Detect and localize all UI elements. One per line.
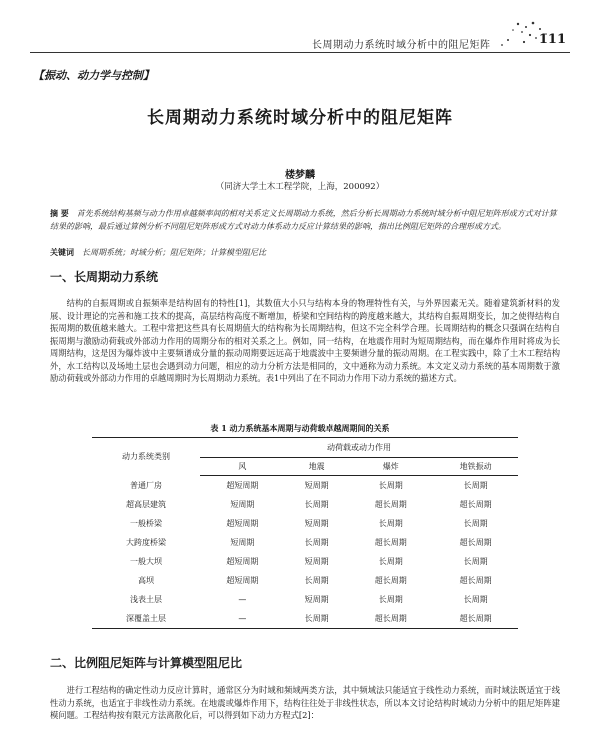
abstract-label: 摘 要: [50, 208, 69, 218]
table-row-header-label: 动力系统类别: [92, 438, 200, 476]
table-row-label: 一般桥梁: [130, 519, 162, 528]
table-cell: —: [238, 595, 247, 604]
table-row-label: 高坝: [138, 576, 154, 585]
table-caption: 表 1 动力系统基本周期与动荷载卓越周期间的关系: [210, 423, 390, 433]
table-cell: 超长周期: [433, 609, 518, 629]
table-cell: 超短周期: [226, 557, 259, 566]
author: 楼梦麟: [285, 170, 315, 181]
table-column-header: 风: [200, 458, 285, 476]
table-cell: 超长周期: [459, 500, 492, 509]
body-paragraph-1: 结构的自振周期或自振频率是结构固有的特性[1]，其数值大小只与结构本身的物理特性有关，与外界因素无关。随着建筑新材料的发展、设计理论的完善和施工技术的提高，高层结构高度不断增加，桥梁和空间结构的跨度越来越大，其结构自振周期变长，加之使得结构自振周期的数值越来越大。工程中常把这些具有长周期值大的结构称为长周期结构，但这不完全科学合理。长周期结构的概念只强调在结构自振周期与激励动荷载或外部动力作用的周期分布的相对关系之上。例如，同一结构，在地震作用时为短周期结构，而在爆炸作用时将成为长周期结构，这是因为爆炸波中主要频谱成分量的振动周期要远远高于地震波中主要频谱分量的振动周期。在工程实践中，除了土木工程结构外，水工结构以及场地土层也会遇到动力问题，相应的动力分析方法是相同的，文中通称为动力系统。本文定义动力系统的基本周期数于激励动荷载或外部动力作用的卓越周期时为长周期动力系统。表1中列出了在不同动力作用下动力系统的描述方式。: [50, 298, 560, 383]
section-heading-2: 二、比例阻尼矩阵与计算模型阻尼比: [50, 656, 243, 670]
table-cell: 长周期: [285, 609, 349, 629]
page-number: 111: [538, 32, 566, 47]
table-column-header: 地铁振动: [433, 458, 518, 476]
header-rule: [30, 52, 570, 53]
table-cell: 超长周期: [348, 609, 433, 629]
period-relation-table: [92, 437, 518, 629]
table-row: [92, 495, 518, 514]
column-label: 【振动、动力学与控制】: [33, 69, 154, 82]
affiliation: （同济大学土木工程学院，上海，200092）: [215, 182, 385, 192]
table-cell: 长周期: [304, 538, 329, 547]
table-cell: 长周期: [463, 481, 488, 490]
table-cell: 长周期: [463, 519, 488, 528]
table-cell: 超长周期: [374, 576, 407, 585]
table-cell: 超短周期: [226, 481, 259, 490]
table-cell: —: [200, 609, 285, 629]
table-group-header: 动荷载或动力作用: [200, 438, 518, 458]
keywords-label: 关键词: [50, 247, 74, 257]
table-cell: 超长周期: [459, 538, 492, 547]
table-row: [92, 609, 518, 629]
table-cell: 长周期: [304, 576, 329, 585]
table-row: [92, 552, 518, 571]
table-cell: 长周期: [378, 557, 403, 566]
table-cell: 超长周期: [374, 538, 407, 547]
table-cell: 长周期: [378, 595, 403, 604]
table-row-label: 大跨度桥梁: [126, 538, 166, 547]
table-cell: 短周期: [304, 557, 329, 566]
abstract-text: 首先系统结构基频与动力作用卓越频率间的相对关系定义长周期动力系统，然后分析长周期动力系统时域分析中阻尼矩阵形成方式对计算结果的影响，最后通过算例分析不同阻尼矩阵形成方式对动力体系动力反应计算结果的影响，指出比例阻尼矩阵的合理形成方式。: [50, 209, 557, 231]
table-cell: 长周期: [304, 500, 329, 509]
table-row-label: 深覆盖土层: [92, 609, 200, 629]
table-cell: 长周期: [463, 557, 488, 566]
table-row-label: 普通厂房: [130, 480, 162, 490]
table-column-header: 爆炸: [348, 458, 433, 476]
table-cell: 超短周期: [226, 576, 259, 585]
table-cell: 超长周期: [459, 576, 492, 585]
table-cell: 短周期: [230, 538, 255, 547]
table-cell: 短周期: [304, 595, 329, 604]
table-cell: 短周期: [230, 500, 255, 509]
table-row: [92, 590, 518, 609]
paper-title: 长周期动力系统时域分析中的阻尼矩阵: [147, 108, 453, 128]
table-row: [92, 514, 518, 533]
body-paragraph-2: 进行工程结构的确定性动力反应计算时，通常区分为时域和频域两类方法，其中频域法只能适宜于线性动力系统，而时域法既适宜于线性动力系统，也适宜于非线性动力系统。在地震或爆炸作用下，结构往往处于非线性状态，所以本文讨论结构时域动力分析中的阻尼矩阵建模问题。工程结构按有限元方法离散化后，可以得到如下动力方程式[2]：: [50, 685, 560, 720]
section-heading-1: 一、长周期动力系统: [50, 270, 159, 284]
table-cell: 短周期: [304, 481, 329, 490]
keywords-text: 长周期系统；时域分析；阻尼矩阵；计算模型阻尼比: [82, 248, 266, 257]
table-cell: 超长周期: [374, 500, 407, 509]
table-cell: 长周期: [378, 481, 403, 490]
table-row: [92, 476, 518, 496]
keywords: [50, 246, 560, 259]
table-row-label: 超高层建筑: [126, 500, 166, 509]
table-row-label: 浅表土层: [130, 595, 162, 604]
table-row-label: 一般大坝: [130, 557, 162, 566]
table-cell: 超短周期: [226, 519, 259, 528]
table-column-header: 地震: [285, 458, 349, 476]
abstract: [50, 207, 560, 233]
table-cell: 短周期: [304, 519, 329, 528]
table-row: [92, 533, 518, 552]
running-title: 长周期动力系统时域分析中的阻尼矩阵: [312, 40, 491, 51]
table-cell: 长周期: [378, 519, 403, 528]
table-cell: 长周期: [463, 595, 488, 604]
table-row: [92, 571, 518, 590]
